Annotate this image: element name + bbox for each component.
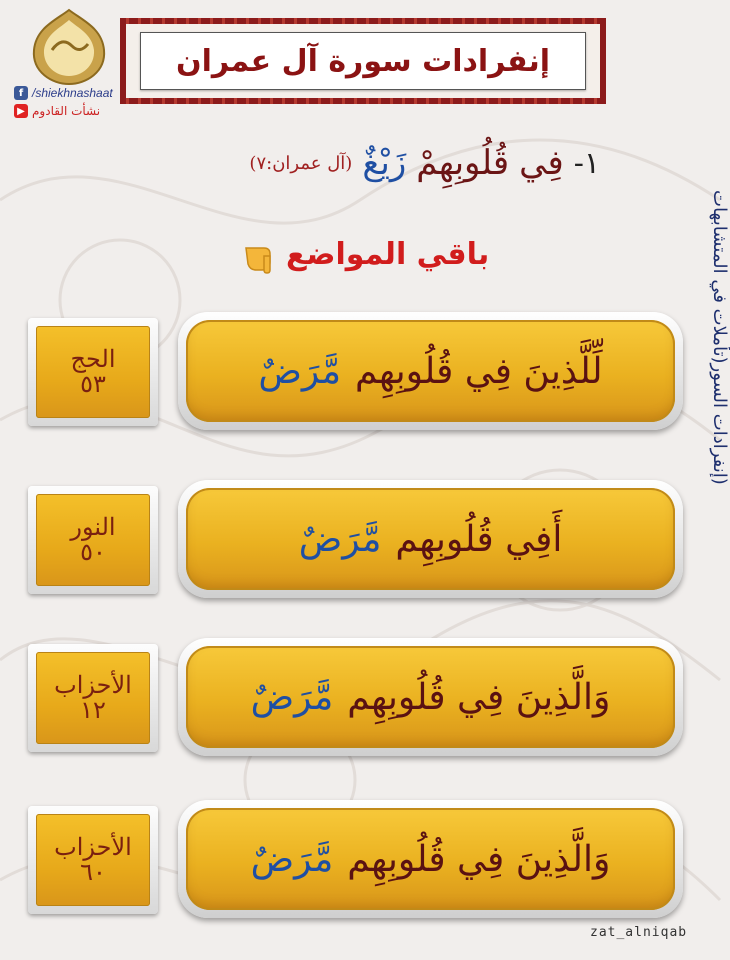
reference-badge xyxy=(28,644,158,752)
title-banner xyxy=(120,18,606,104)
verse-reference: (آل عمران:٧) xyxy=(249,152,353,174)
verse-pill xyxy=(178,480,683,598)
facebook-icon: f xyxy=(14,86,28,100)
main-verse xyxy=(150,138,600,188)
list-item xyxy=(0,480,700,600)
social-links xyxy=(14,84,113,120)
verse-word-2: قُلُوبِهِمْ xyxy=(416,143,510,183)
side-caption: (إنفرادات السور(تأملات في المتشابهات xyxy=(709,190,730,485)
ayah-number: ٥٣ xyxy=(80,370,106,398)
sura-name: الحج xyxy=(70,344,116,373)
youtube-icon: ▶ xyxy=(14,104,28,118)
verse-text: أَفِي قُلُوبِهِم xyxy=(395,518,563,560)
reference-badge xyxy=(28,806,158,914)
ayah-number: ٥٠ xyxy=(80,538,106,566)
verse-text: وَالَّذِينَ فِي قُلُوبِهِم xyxy=(347,838,611,880)
sura-name: الأحزاب xyxy=(54,832,132,861)
sura-name: النور xyxy=(70,512,116,541)
reference-badge xyxy=(28,486,158,594)
youtube-link[interactable] xyxy=(14,102,113,120)
verse-pill xyxy=(178,312,683,430)
sura-name: الأحزاب xyxy=(54,670,132,699)
sub-heading xyxy=(240,234,489,274)
verse-text: لِّلَّذِينَ فِي قُلُوبِهِم xyxy=(355,350,603,392)
verse-key-word: مَّرَضٌ xyxy=(250,838,334,880)
verse-key-word: مَّرَضٌ xyxy=(298,518,382,560)
list-item xyxy=(0,800,700,920)
list-item xyxy=(0,312,700,432)
list-item xyxy=(0,638,700,758)
page-title: إنفرادات سورة آل عمران xyxy=(175,43,550,79)
logo-emblem xyxy=(22,6,116,86)
ayah-number: ٦٠ xyxy=(80,858,106,886)
footer-tag: zat_alniqab xyxy=(590,925,688,940)
reference-badge xyxy=(28,318,158,426)
verse-text: وَالَّذِينَ فِي قُلُوبِهِم xyxy=(347,676,611,718)
sub-heading-text: باقي المواضع xyxy=(286,236,490,272)
facebook-handle: /shiekhnashaat xyxy=(32,86,113,100)
verse-key-word: زَيْغٌ xyxy=(362,143,407,183)
ayah-number: ١٢ xyxy=(80,696,106,724)
verse-pill xyxy=(178,800,683,918)
youtube-channel: نشأت القادوم xyxy=(32,104,101,118)
verse-key-word: مَّرَضٌ xyxy=(250,676,334,718)
verse-number: ١- xyxy=(573,145,600,181)
pointing-hand-icon xyxy=(240,234,280,274)
verse-pill xyxy=(178,638,683,756)
facebook-link[interactable] xyxy=(14,84,113,102)
verse-key-word: مَّرَضٌ xyxy=(258,350,342,392)
verse-word-1: فِي xyxy=(519,143,564,183)
